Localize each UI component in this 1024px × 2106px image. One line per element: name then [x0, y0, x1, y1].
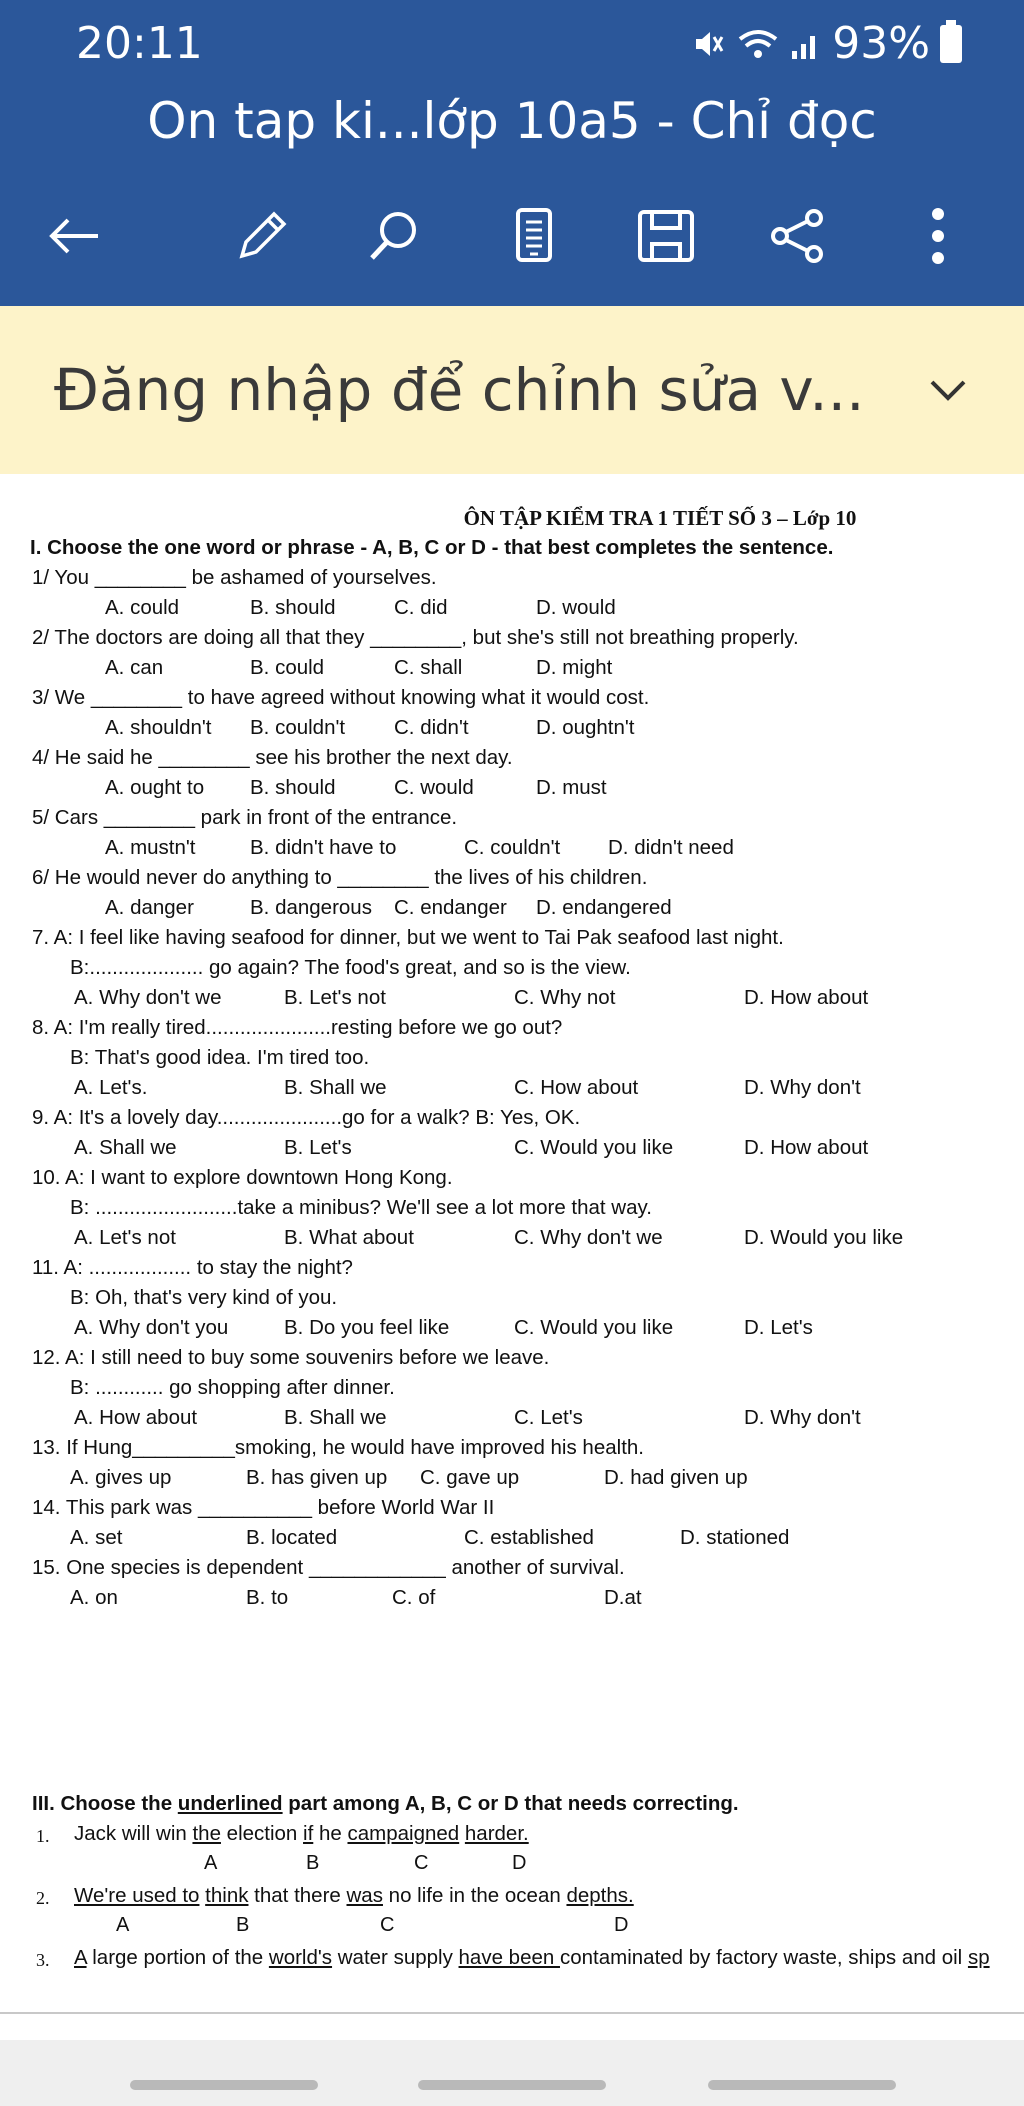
e1-part-d: harder.	[464, 1822, 529, 1845]
question-8: 8. A: I'm really tired......................resting before we go out?	[32, 1016, 563, 1039]
q3-option-c: C. didn't	[394, 716, 469, 739]
q6-option-d: D. endangered	[536, 896, 672, 919]
e1-text-2: election	[220, 1822, 304, 1845]
q15-option-b: B. to	[246, 1586, 289, 1609]
e3-part-a: A	[74, 1946, 87, 1969]
q11-option-d: D. Let's	[744, 1316, 813, 1339]
q11-option-c: C. Would you like	[514, 1316, 674, 1339]
wifi-icon	[736, 27, 780, 61]
e2-text-3: no life in the ocean	[382, 1884, 567, 1907]
question-6: 6/ He would never do anything to ________ the lives of his children.	[32, 866, 648, 889]
signal-icon	[790, 27, 822, 61]
status-time: 20:11	[76, 18, 203, 69]
q10-option-c: C. Why don't we	[514, 1226, 663, 1249]
q9-option-c: C. Would you like	[514, 1136, 674, 1159]
q3-option-a: A. shouldn't	[105, 716, 212, 739]
share-icon[interactable]	[766, 204, 830, 268]
q1-option-d: D. would	[536, 596, 616, 619]
q4-option-b: B. should	[250, 776, 336, 799]
q4-option-a: A. ought to	[105, 776, 205, 799]
e2-part-a: We're used to	[74, 1884, 200, 1907]
q7-option-a: A. Why don't we	[74, 986, 222, 1009]
q13-option-b: B. has given up	[246, 1466, 388, 1489]
q3-option-d: D. oughtn't	[536, 716, 635, 739]
question-9: 9. A: It's a lovely day......................go for a walk? B: Yes, OK.	[32, 1106, 581, 1129]
q2-option-a: A. can	[105, 656, 164, 679]
battery-icon	[940, 25, 962, 63]
question-12: 12. A: I still need to buy some souvenirs before we leave.	[32, 1346, 550, 1369]
q4-option-c: C. would	[394, 776, 474, 799]
section-3-suffix: part among A, B, C or D that needs correcting.	[282, 1792, 739, 1815]
e2-label-c: C	[380, 1914, 395, 1936]
q1-option-c: C. did	[394, 596, 448, 619]
reading-view-icon[interactable]	[502, 204, 566, 268]
q2-option-b: B. could	[250, 656, 325, 679]
e3-part-d: sp	[967, 1946, 990, 1969]
q12-option-b: B. Shall we	[284, 1406, 387, 1429]
document-page	[30, 500, 1024, 2000]
q6-option-c: C. endanger	[394, 896, 507, 919]
nav-pill-center[interactable]	[418, 2080, 606, 2090]
e2-label-b: B	[236, 1914, 250, 1936]
sign-in-banner-text: Đăng nhập để chỉnh sửa v...	[54, 356, 865, 424]
q7-option-c: C. Why not	[514, 986, 616, 1009]
q7-option-b: B. Let's not	[284, 986, 386, 1009]
q5-option-b: B. didn't have to	[250, 836, 397, 859]
q8-option-c: C. How about	[514, 1076, 639, 1099]
e3-text-1: large portion of the	[86, 1946, 269, 1969]
e2-part-d: depths.	[566, 1884, 634, 1907]
toolbar	[0, 190, 1024, 280]
error-item-2	[74, 1884, 634, 1908]
e1-label-a: A	[204, 1852, 218, 1874]
e2-part-b: think	[205, 1884, 249, 1907]
question-10: 10. A: I want to explore downtown Hong Kong.	[32, 1166, 453, 1189]
question-12-reply: B: ............ go shopping after dinner.	[70, 1376, 395, 1399]
q14-option-d: D. stationed	[680, 1526, 790, 1549]
e1-part-a: the	[192, 1822, 221, 1845]
q2-option-d: D. might	[536, 656, 613, 679]
error-1-number: 1.	[36, 1826, 50, 1846]
nav-pill-left[interactable]	[130, 2080, 318, 2090]
q3-option-b: B. couldn't	[250, 716, 346, 739]
q6-option-b: B. dangerous	[250, 896, 372, 919]
section-3-prefix: III. Choose the	[32, 1792, 178, 1815]
e2-part-c: was	[346, 1884, 383, 1907]
status-icons	[692, 18, 962, 69]
e1-text-1: Jack will win	[74, 1822, 193, 1845]
q4-option-d: D. must	[536, 776, 607, 799]
q11-option-b: B. Do you feel like	[284, 1316, 450, 1339]
error-item-1	[74, 1822, 529, 1846]
error-item-3	[74, 1946, 1024, 1970]
q10-option-a: A. Let's not	[74, 1226, 176, 1249]
system-nav-bar	[0, 2040, 1024, 2106]
question-11: 11. A: .................. to stay the night?	[32, 1256, 353, 1279]
q9-option-d: D. How about	[744, 1136, 869, 1159]
q9-option-a: A. Shall we	[74, 1136, 177, 1159]
e3-text-2: water supply	[332, 1946, 459, 1969]
question-5: 5/ Cars ________ park in front of the entrance.	[32, 806, 458, 829]
e2-label-d: D	[614, 1914, 629, 1936]
e3-part-c: have been	[458, 1946, 560, 1969]
q6-option-a: A. danger	[105, 896, 194, 919]
q15-option-c: C. of	[392, 1586, 436, 1609]
q15-option-a: A. on	[70, 1586, 118, 1609]
question-7-reply: B:.................... go again? The food's great, and so is the view.	[70, 956, 631, 979]
q11-option-a: A. Why don't you	[74, 1316, 229, 1339]
back-arrow-icon[interactable]	[42, 204, 106, 268]
more-vertical-icon[interactable]	[906, 204, 970, 268]
app-bar	[0, 0, 1024, 306]
e1-text-3: he	[313, 1822, 348, 1845]
q13-option-d: D. had given up	[604, 1466, 748, 1489]
battery-percent: 93%	[832, 18, 930, 69]
q5-option-a: A. mustn't	[105, 836, 196, 859]
q5-option-d: D. didn't need	[608, 836, 734, 859]
page-heading: ÔN TẬP KIỂM TRA 1 TIẾT SỐ 3 – Lớp 10	[463, 506, 857, 530]
question-8-reply: B: That's good idea. I'm tired too.	[70, 1046, 370, 1069]
q1-option-a: A. could	[105, 596, 180, 619]
question-10-reply: B: .........................take a minibus? We'll see a lot more that way.	[70, 1196, 652, 1219]
q15-option-d: D.at	[604, 1586, 642, 1609]
section-3-underlined-word: underlined	[177, 1792, 283, 1815]
q12-option-d: D. Why don't	[744, 1406, 861, 1429]
question-2: 2/ The doctors are doing all that they ________, but she's still not breathing properly.	[32, 626, 799, 649]
e1-label-c: C	[414, 1852, 429, 1874]
e1-label-b: B	[306, 1852, 320, 1874]
question-7: 7. A: I feel like having seafood for dinner, but we went to Tai Pak seafood last night.	[32, 926, 784, 949]
edit-pencil-icon[interactable]	[228, 204, 292, 268]
page-bottom-divider	[0, 2012, 1024, 2014]
q10-option-b: B. What about	[284, 1226, 414, 1249]
e1-part-b: if	[303, 1822, 314, 1845]
question-11-reply: B: Oh, that's very kind of you.	[70, 1286, 338, 1309]
e2-label-a: A	[116, 1914, 130, 1936]
q12-option-c: C. Let's	[514, 1406, 583, 1429]
question-13: 13. If Hung_________smoking, he would have improved his health.	[32, 1436, 644, 1459]
e1-part-c: campaigned	[347, 1822, 460, 1845]
error-3-number: 3.	[36, 1950, 50, 1970]
error-2-number: 2.	[36, 1888, 50, 1908]
q14-option-a: A. set	[70, 1526, 123, 1549]
save-icon[interactable]	[634, 204, 698, 268]
mute-icon	[692, 27, 726, 61]
q10-option-d: D. Would you like	[744, 1226, 904, 1249]
q14-option-b: B. located	[246, 1526, 338, 1549]
q8-option-d: D. Why don't	[744, 1076, 861, 1099]
chevron-down-icon[interactable]	[924, 366, 972, 414]
q14-option-c: C. established	[464, 1526, 594, 1549]
q1-option-b: B. should	[250, 596, 336, 619]
e1-label-d: D	[512, 1852, 527, 1874]
question-1: 1/ You ________ be ashamed of yourselves.	[32, 566, 437, 589]
e2-text-2: that there	[248, 1884, 347, 1907]
section-1-instruction: I. Choose the one word or phrase - A, B, C or D - that best completes the sentence.	[30, 536, 834, 559]
q12-option-a: A. How about	[74, 1406, 198, 1429]
search-icon[interactable]	[362, 204, 426, 268]
q8-option-b: B. Shall we	[284, 1076, 387, 1099]
q2-option-c: C. shall	[394, 656, 463, 679]
q13-option-a: A. gives up	[70, 1466, 172, 1489]
q5-option-c: C. couldn't	[464, 836, 561, 859]
q8-option-a: A. Let's.	[74, 1076, 148, 1099]
q13-option-c: C. gave up	[420, 1466, 520, 1489]
q7-option-d: D. How about	[744, 986, 869, 1009]
sign-in-banner[interactable]	[0, 306, 1024, 474]
nav-pill-right[interactable]	[708, 2080, 896, 2090]
question-4: 4/ He said he ________ see his brother the next day.	[32, 746, 513, 769]
e3-part-b: world's	[268, 1946, 333, 1969]
section-3-instruction	[32, 1792, 739, 1816]
question-15: 15. One species is dependent ____________ another of survival.	[32, 1556, 625, 1579]
e3-text-3: contaminated by factory waste, ships and oil	[559, 1946, 968, 1969]
question-3: 3/ We ________ to have agreed without knowing what it would cost.	[32, 686, 650, 709]
q9-option-b: B. Let's	[284, 1136, 352, 1159]
document-title: On tap ki...lớp 10a5 - Chỉ đọc	[147, 92, 877, 150]
question-14: 14. This park was __________ before World War II	[32, 1496, 495, 1519]
